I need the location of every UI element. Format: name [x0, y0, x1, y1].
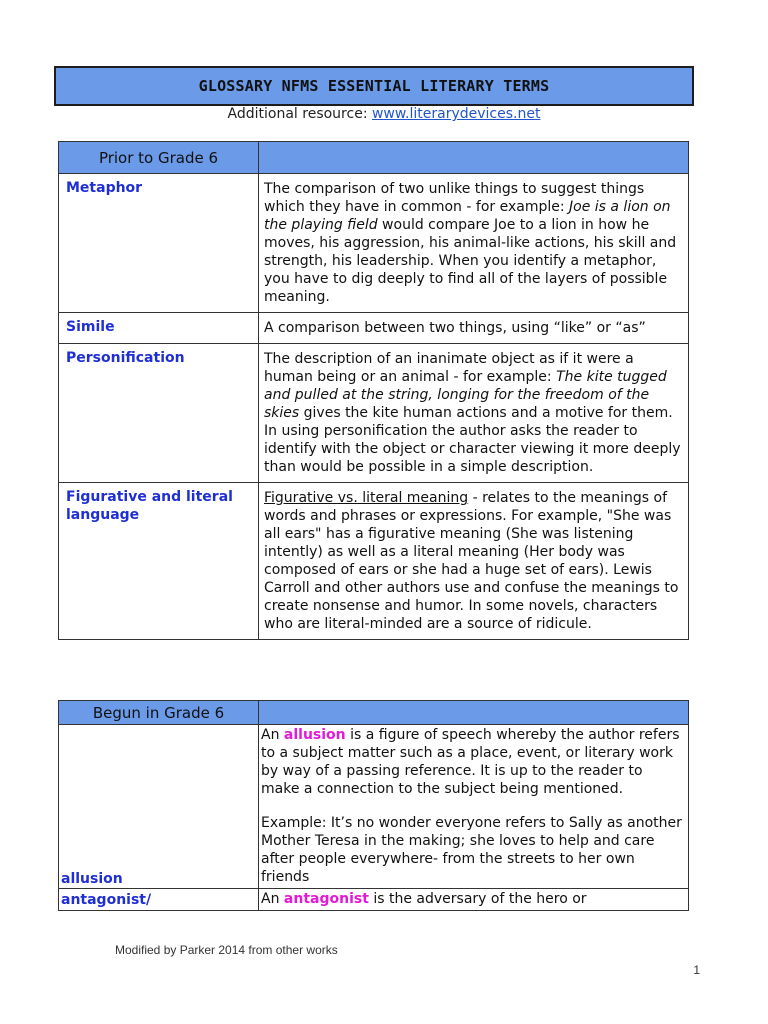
highlighted-term: allusion — [283, 727, 346, 743]
table-row — [59, 344, 689, 483]
footer-note: Modified by Parker 2014 from other works — [115, 943, 338, 957]
highlighted-term: antagonist — [283, 891, 369, 907]
definition-text: The comparison of two unlike things to suggest things which they have in common - for example: — [264, 181, 645, 215]
definition-text: An — [261, 727, 284, 743]
definition-example: Joe is a lion on the playing field — [264, 199, 671, 233]
resource-label: Additional resource: — [227, 106, 368, 122]
term-simile: Simile — [59, 313, 259, 344]
definition-text: is the adversary of the hero or — [368, 891, 587, 907]
term-metaphor: Metaphor — [59, 174, 259, 313]
definition-example: Example: It’s no wonder everyone refers to Sally as another Mother Teresa in the making; she loves to help and care after people everywhere- from the streets to her own friends — [261, 815, 682, 885]
definition-text: The description of an inanimate object as if it were a human being or an animal - for example: — [264, 351, 634, 385]
definition-figurative-literal — [259, 483, 689, 640]
term-allusion: allusion — [59, 725, 259, 889]
section-heading-begun-grade-6: Begun in Grade 6 — [59, 701, 259, 725]
table-row — [59, 313, 689, 344]
page-number: 1 — [693, 963, 700, 977]
definition-metaphor — [259, 174, 689, 313]
definition-subheading: Figurative vs. literal meaning — [264, 490, 469, 506]
definition-text: would compare Joe to a lion in how he moves, his aggression, his animal-like actions, his skill and strength, his leadership. When you identify a metaphor, you have to dig deeply to find all of the layers of possible meaning. — [264, 217, 677, 305]
definition-personification — [259, 344, 689, 483]
definition-antagonist — [259, 889, 689, 911]
glossary-table-begun-grade-6 — [58, 700, 689, 911]
header-blank-cell — [259, 701, 689, 725]
table-row — [59, 483, 689, 640]
term-personification: Personification — [59, 344, 259, 483]
glossary-title-banner — [54, 66, 694, 106]
table-header-row — [59, 142, 689, 174]
definition-simile: A comparison between two things, using “like” or “as” — [259, 313, 689, 344]
table-row — [59, 725, 689, 889]
header-blank-cell — [259, 142, 689, 174]
definition-example: The kite tugged and pulled at the string, longing for the freedom of the skies — [264, 369, 667, 421]
term-figurative-literal: Figurative and literal language — [59, 483, 259, 640]
definition-text: gives the kite human actions and a motive for them. In using personification the author asks the reader to identify with the object or character viewing it more deeply than would be possible in a simple description. — [264, 405, 681, 475]
section-heading-prior-grade-6: Prior to Grade 6 — [59, 142, 259, 174]
additional-resource-line — [0, 106, 768, 122]
term-antagonist: antagonist/ — [59, 889, 259, 911]
definition-allusion — [259, 725, 689, 889]
definition-text: An — [261, 891, 284, 907]
definition-text: - relates to the meanings of words and phrases or expressions. For example, "She was all ears" has a figurative meaning (She was listening intently) as well as a literal meaning (Her body was composed of ears or she had a huge set of ears). Lewis Carroll and other authors use and confuse the meanings to create nonsense and humor. In some novels, characters who are literal-minded are a source of ridicule. — [264, 490, 679, 632]
resource-link[interactable]: www.literarydevices.net — [371, 106, 541, 122]
glossary-table-prior-grade-6 — [58, 141, 689, 640]
table-row — [59, 174, 689, 313]
definition-text: is a figure of speech whereby the author refers to a subject matter such as a place, event, or literary work by way of a passing reference. It is up to the reader to make a connection to the subject being mentioned. — [261, 727, 680, 797]
table-row — [59, 889, 689, 911]
page-title: GLOSSARY NFMS ESSENTIAL LITERARY TERMS — [198, 77, 550, 95]
table-header-row — [59, 701, 689, 725]
